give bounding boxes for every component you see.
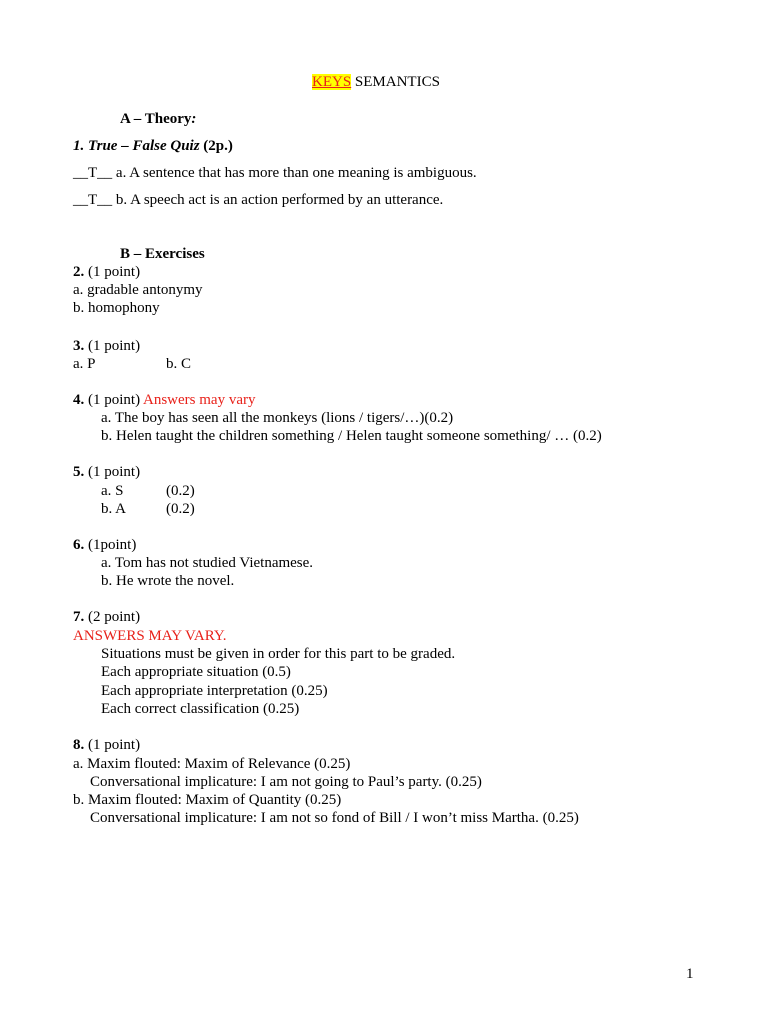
theory-heading bbox=[120, 110, 196, 128]
q5-points: (1 point) bbox=[84, 464, 141, 480]
q5-answer-b-value: (0.2) bbox=[166, 501, 195, 517]
q4-answer-b: b. Helen taught the children something / Helen taught someone something/ … (0.2) bbox=[101, 428, 602, 444]
q4-note: Answers may vary bbox=[143, 392, 256, 408]
q3-points: (1 point) bbox=[84, 338, 141, 354]
page-title bbox=[312, 73, 440, 91]
q6-answer-a: a. Tom has not studied Vietnamese. bbox=[101, 555, 314, 571]
q7-line: Each appropriate interpretation (0.25) bbox=[101, 683, 328, 699]
q7-note: ANSWERS MAY VARY. bbox=[73, 628, 227, 644]
q2-header bbox=[73, 263, 140, 281]
q5-number: 5. bbox=[73, 464, 85, 480]
q7-line: Each appropriate situation (0.5) bbox=[101, 664, 291, 680]
q6-number: 6. bbox=[73, 537, 85, 553]
q7-points: (2 point) bbox=[84, 609, 141, 625]
q6-header bbox=[73, 536, 136, 554]
q7-header bbox=[73, 608, 140, 626]
quiz-item-b: __T__ b. A speech act is an action performed by an utterance. bbox=[73, 192, 444, 208]
q2-points: (1 point) bbox=[84, 264, 141, 280]
q4-points: (1 point) bbox=[84, 392, 143, 408]
q4-header bbox=[73, 391, 255, 409]
q6-answer-b: b. He wrote the novel. bbox=[101, 573, 235, 589]
quiz-title bbox=[73, 137, 233, 155]
q8-number: 8. bbox=[73, 737, 85, 753]
quiz-points: (2p.) bbox=[199, 138, 233, 154]
q8-points: (1 point) bbox=[84, 737, 141, 753]
title-keys-highlight: KEYS bbox=[312, 74, 352, 90]
quiz-title-text: 1. True – False Quiz bbox=[73, 138, 200, 154]
q5-answer-b-label: b. A bbox=[101, 501, 127, 517]
q5-answer-a-value: (0.2) bbox=[166, 483, 195, 499]
page-number: 1 bbox=[686, 966, 694, 982]
q3-header bbox=[73, 337, 140, 355]
theory-heading-colon: : bbox=[191, 111, 197, 127]
q2-answer-b: b. homophony bbox=[73, 300, 160, 316]
q7-line: Situations must be given in order for this part to be graded. bbox=[101, 646, 456, 662]
q2-answer-a: a. gradable antonymy bbox=[73, 282, 203, 298]
q8-line: Conversational implicature: I am not so fond of Bill / I won’t miss Martha. (0.25) bbox=[90, 810, 579, 826]
q4-number: 4. bbox=[73, 392, 85, 408]
q3-answer-a: a. P bbox=[73, 356, 96, 372]
q5-header bbox=[73, 463, 140, 481]
exercises-heading: B – Exercises bbox=[120, 246, 205, 262]
q8-line: b. Maxim flouted: Maxim of Quantity (0.25) bbox=[73, 792, 342, 808]
q5-answer-a-label: a. S bbox=[101, 483, 124, 499]
q3-answer-b: b. C bbox=[166, 356, 192, 372]
q2-number: 2. bbox=[73, 264, 85, 280]
q8-header bbox=[73, 736, 140, 754]
q3-number: 3. bbox=[73, 338, 85, 354]
quiz-item-a: __T__ a. A sentence that has more than one meaning is ambiguous. bbox=[73, 165, 477, 181]
q8-line: a. Maxim flouted: Maxim of Relevance (0.25) bbox=[73, 756, 351, 772]
q7-line: Each correct classification (0.25) bbox=[101, 701, 300, 717]
q6-points: (1point) bbox=[84, 537, 137, 553]
q8-line: Conversational implicature: I am not going to Paul’s party. (0.25) bbox=[90, 774, 482, 790]
q7-number: 7. bbox=[73, 609, 85, 625]
q4-answer-a: a. The boy has seen all the monkeys (lions / tigers/…)(0.2) bbox=[101, 410, 454, 426]
theory-heading-text: A – Theory bbox=[120, 111, 192, 127]
title-rest: SEMANTICS bbox=[351, 74, 440, 90]
